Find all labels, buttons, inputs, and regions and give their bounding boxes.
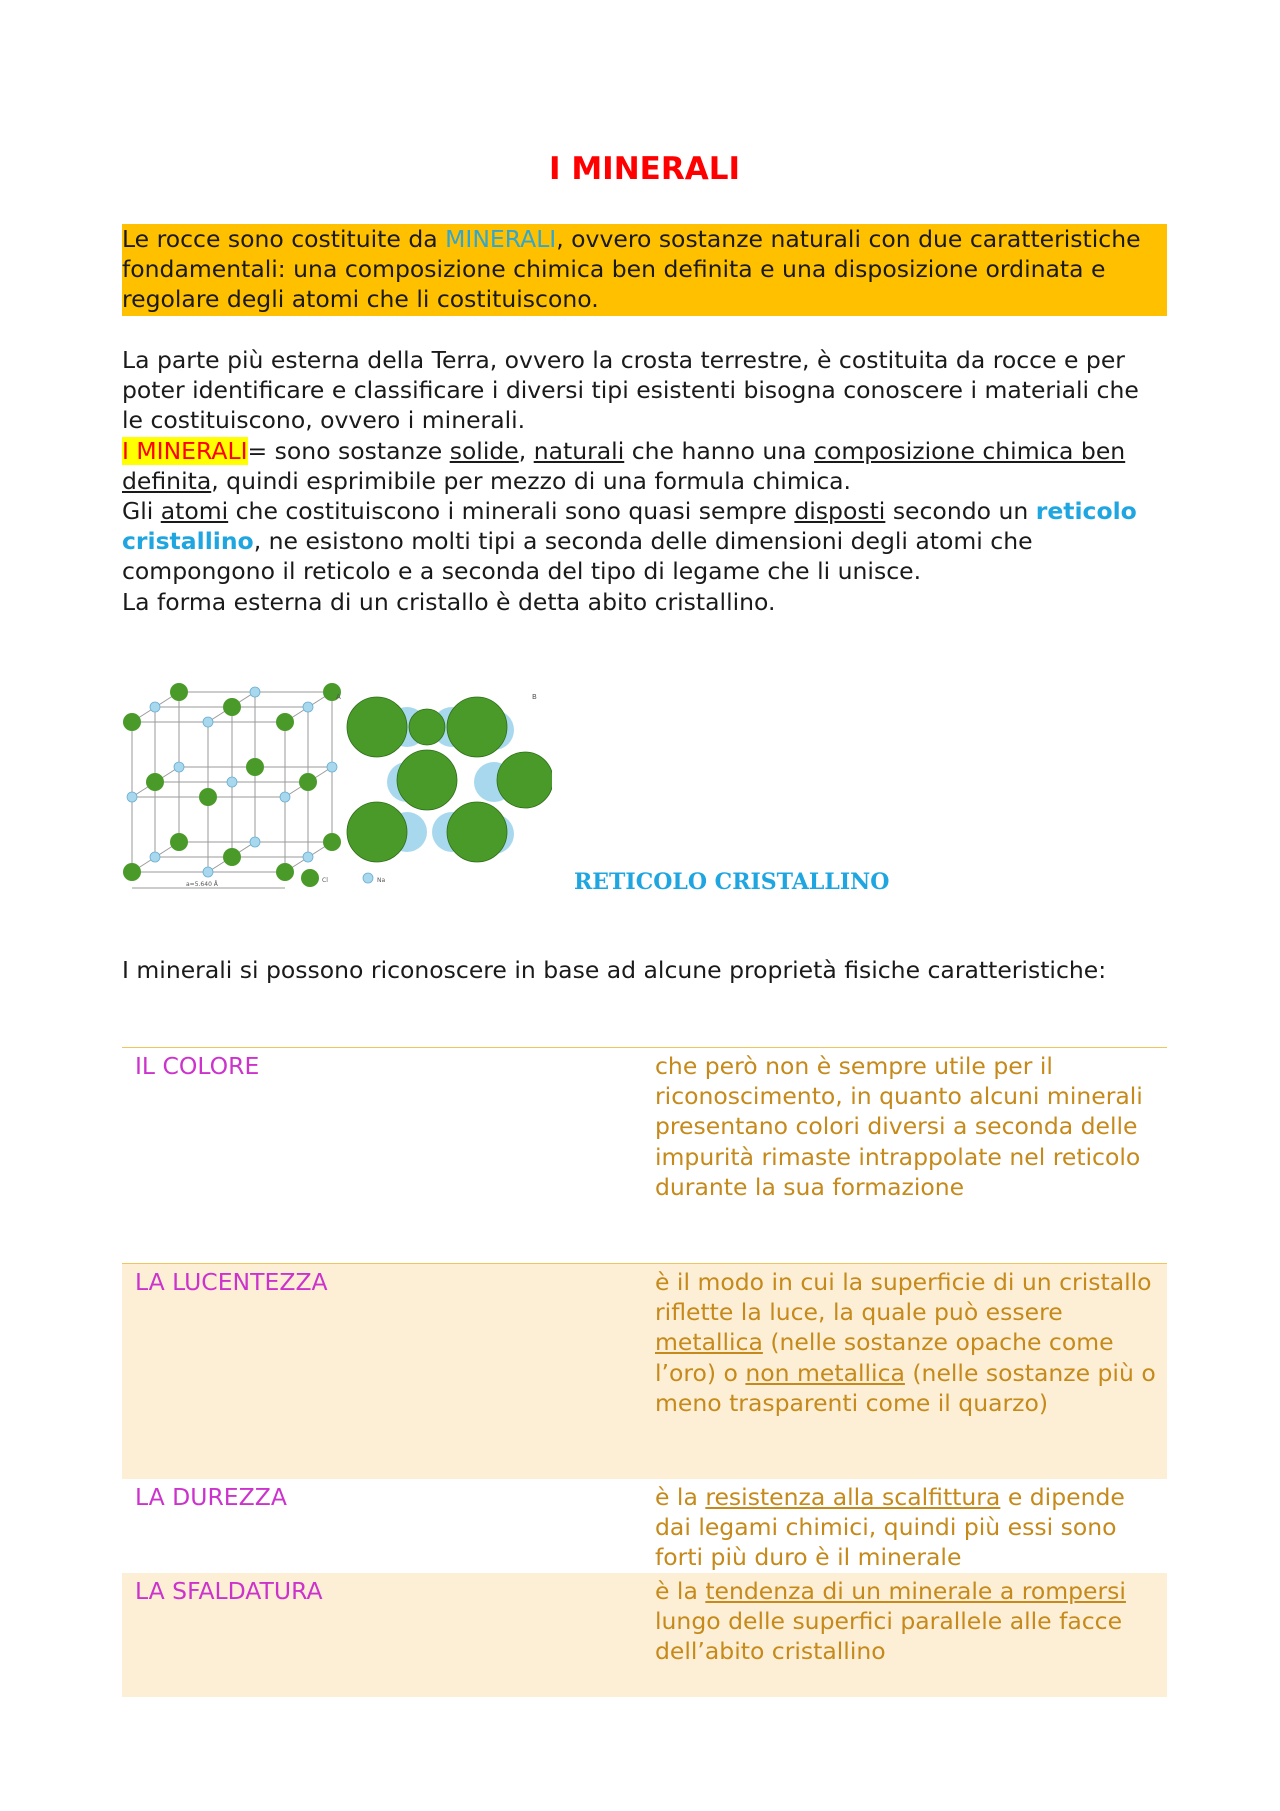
properties-table [122,1047,1167,1697]
legend-cl-atom [301,869,319,887]
underlined-tendenza: tendenza di un minerale a rompersi [705,1576,1126,1605]
text: Gli [122,497,161,526]
figure-caption: RETICOLO CRISTALLINO [574,869,890,895]
underlined-solide: solide [449,436,519,465]
intro-section [122,345,1167,617]
paragraph-crust: La parte più esterna della Terra, ovvero la crosta terrestre, è costituita da rocce e per poter identificare e classificare i diversi tipi esistenti bisogna conoscere i materiali che le costituiscono, ovvero i minerali. [122,346,1139,435]
underlined-non-metallica: non metallica [745,1358,905,1387]
text: = sono sostanze [247,436,450,465]
text: e dipende dai legami chimici, quindi più essi sono forti più duro è il minerale [655,1483,1125,1572]
underlined-atomi: atomi [160,497,229,526]
label-a: A [336,693,341,701]
table-row [122,1479,1167,1573]
text: Le rocce sono costituite da [122,225,446,253]
table-row [122,1573,1167,1697]
property-name: IL COLORE [122,1048,655,1264]
text: , ne esistono molti tipi a seconda delle dimensioni degli atomi che compongono il reticolo e a seconda del tipo di legame che li unisce. [122,527,1033,586]
definition-text [122,224,1167,315]
table-row [122,1048,1167,1264]
text: , [518,436,534,465]
property-desc [655,1264,1167,1480]
scale-label: a=5.640 Å [186,881,218,888]
legend-na-label: Na [377,877,386,884]
property-name: LA SFALDATURA [122,1573,655,1697]
text: secondo un [885,497,1036,526]
crystal-lattice-figure [122,682,552,894]
table-row [122,1264,1167,1480]
underlined-metallica: metallica [655,1328,763,1357]
label-b: B [532,693,537,701]
properties-lead: I minerali si possono riconoscere in base ad alcune proprietà fisiche caratteristiche: [122,956,1107,984]
text: è la [655,1483,706,1511]
property-desc: che però non è sempre utile per il riconoscimento, in quanto alcuni minerali presentano colori diversi a seconda delle impurità rimaste intrappolate nel reticolo durante la sua formazione [655,1048,1167,1264]
definition-box [122,224,1167,316]
legend-cl-label: Cl [322,877,328,884]
property-desc [655,1573,1167,1697]
text: , ovvero sostanze naturali con due caratteristiche fondamentali: una composizione chimica ben definita e una disposizione ordinata e regolare degli atomi che li costituiscono. [122,225,1141,314]
underlined-composizione: composizione chimica ben definita [122,436,1126,495]
text: , quindi esprimibile per mezzo di una formula chimica. [211,466,852,495]
text: (nelle sostanze più o meno trasparenti come il quarzo) [655,1358,1156,1417]
text: che costituiscono i minerali sono quasi sempre [228,497,795,526]
text: (nelle sostanze opache come l’oro) o [655,1328,1114,1387]
property-name: LA DUREZZA [122,1479,655,1573]
packing-diagram-b [347,697,552,862]
underlined-naturali: naturali [533,436,625,465]
legend-na-atom [363,873,373,883]
property-name: LA LUCENTEZZA [122,1264,655,1480]
minerali-highlight: I MINERALI [122,436,248,465]
reticolo-term: reticolo cristallino [122,497,1137,556]
paragraph-abito: La forma esterna di un cristallo è detta abito cristallino. [122,587,776,616]
text: è il modo in cui la superficie di un cristallo riflette la luce, la quale può essere [655,1268,1152,1327]
underlined-disposti: disposti [794,497,886,526]
text: che hanno una [624,436,815,465]
property-desc [655,1479,1167,1573]
minerali-term: MINERALI [445,225,557,253]
paragraph-definition [122,436,1167,587]
underlined-resistenza: resistenza alla scalfittura [705,1483,1001,1511]
text: è la [655,1576,706,1605]
text: lungo delle superfici parallele alle facce dell’abito cristallino [655,1606,1123,1666]
page-title: I MINERALI [549,151,740,187]
